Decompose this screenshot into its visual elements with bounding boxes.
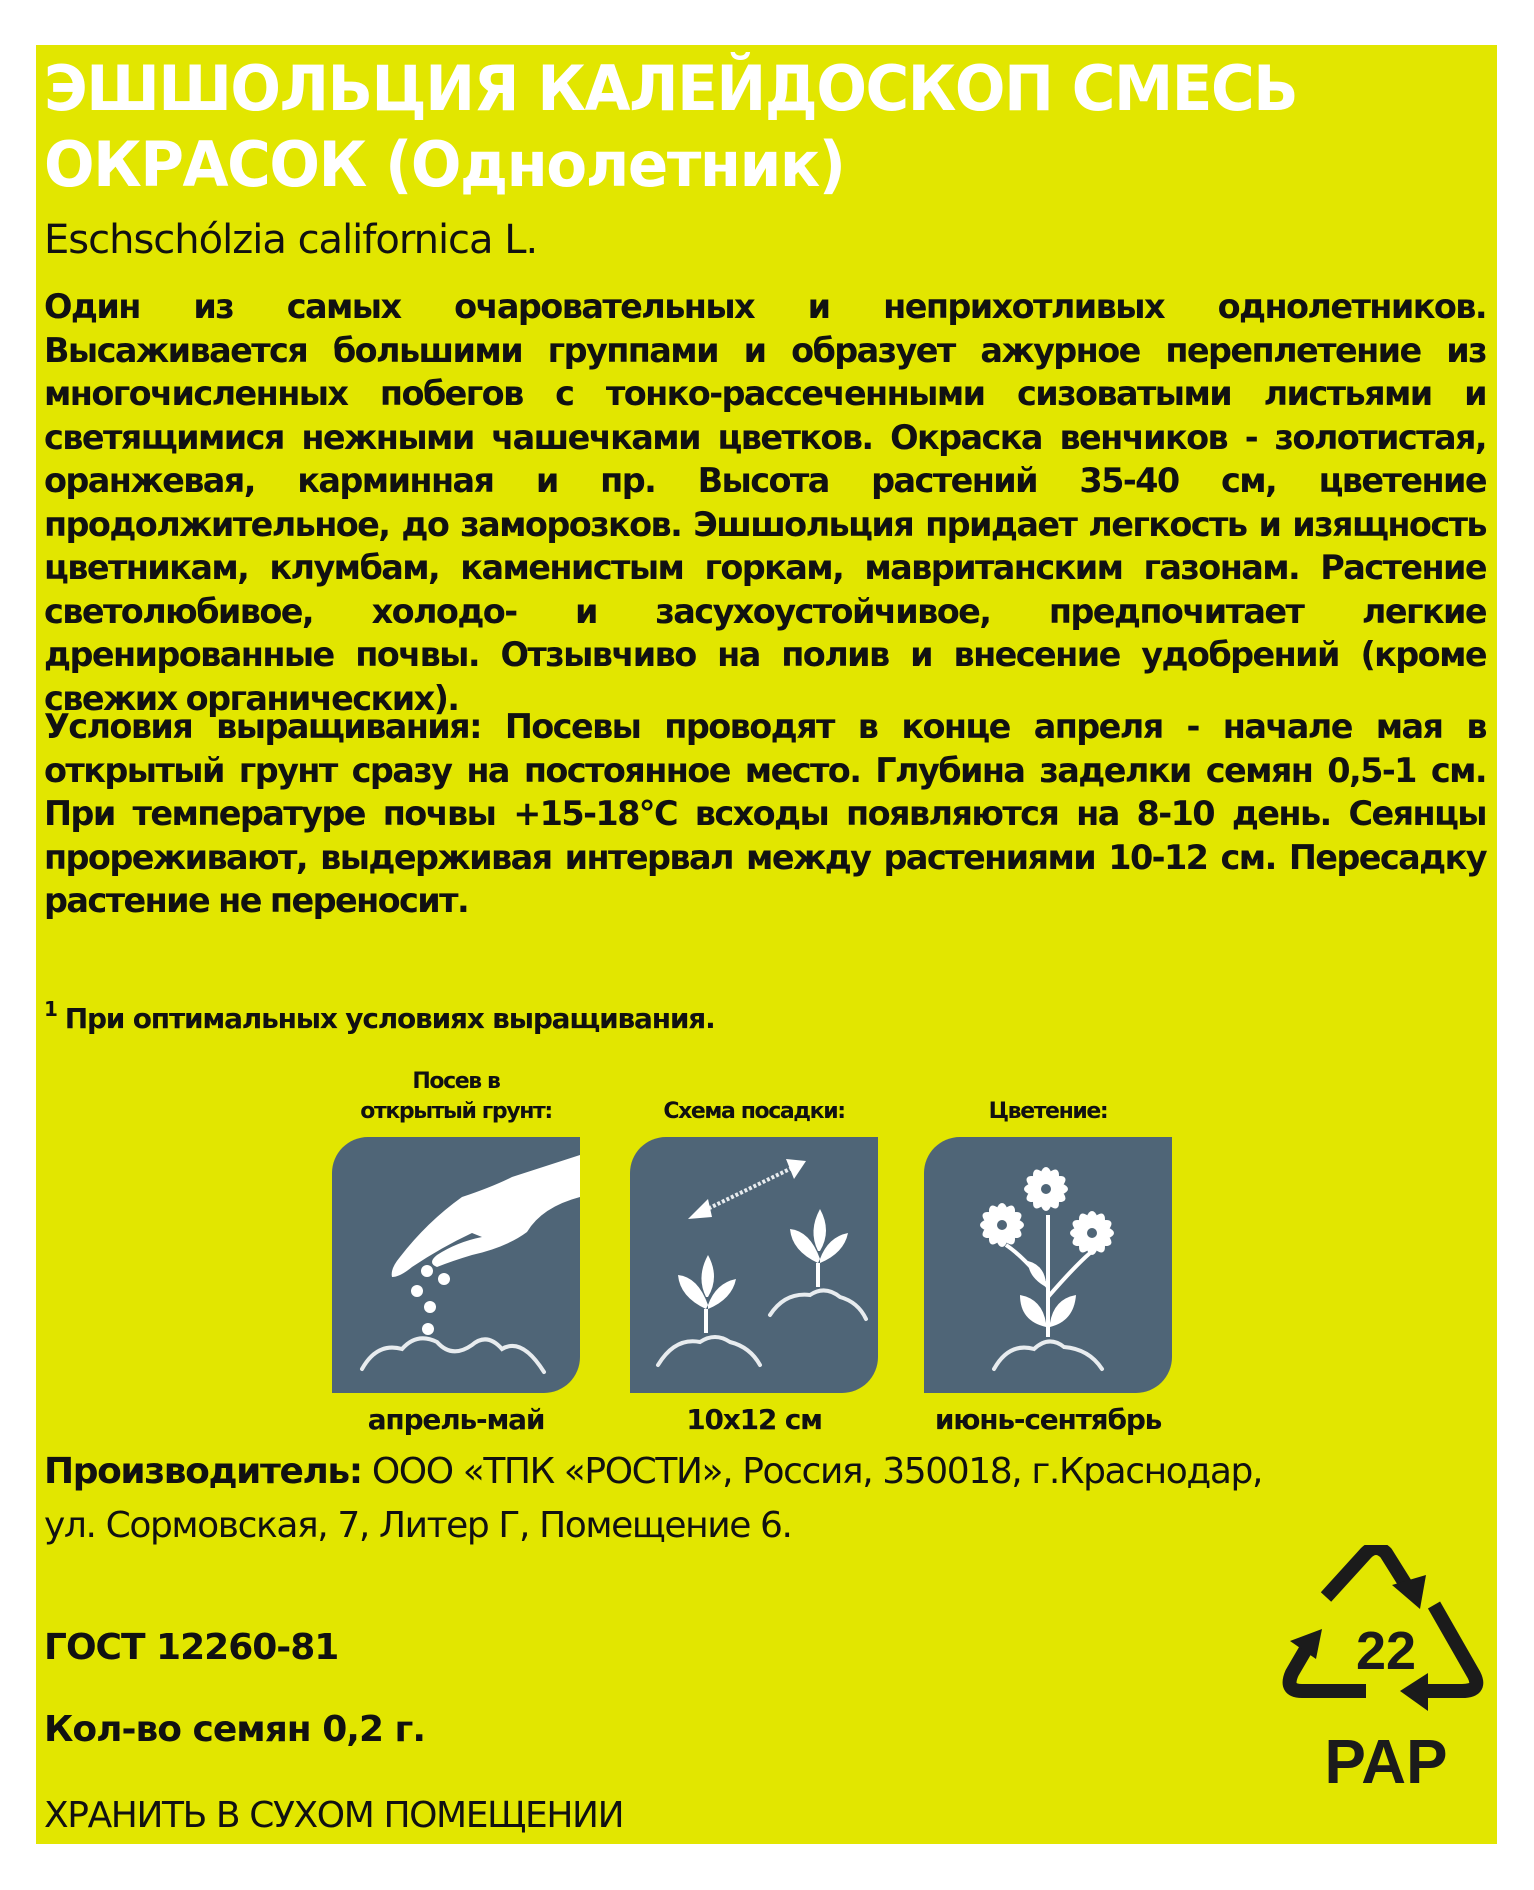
title-line-1: ЭШШОЛЬЦИЯ КАЛЕЙДОСКОП СМЕСЬ: [44, 52, 1298, 125]
flowering-icon: [924, 1137, 1172, 1393]
cultivation-icons: [331, 1045, 1231, 1436]
manufacturer-label: Производитель:: [44, 1451, 362, 1492]
icon-sowing: [331, 1045, 581, 1436]
manufacturer-line-1: ООО «ТПК «РОСТИ», Россия, 350018, г.Краснодар,: [361, 1451, 1263, 1492]
footnote: [44, 997, 715, 1035]
footnote-text: При оптимальных условиях выращивания.: [64, 1002, 715, 1035]
sowing-hand-icon: [332, 1137, 580, 1393]
icon-caption: Схема посадки:: [663, 1099, 845, 1124]
product-title: [44, 51, 1436, 203]
manufacturer-line-2: ул. Сормовская, 7, Литер Г, Помещение 6.: [44, 1505, 792, 1546]
latin-name: Eschschólzia californica L.: [44, 217, 538, 263]
footnote-marker: 1: [44, 997, 57, 1021]
flowering-period: июнь-сентябрь: [934, 1403, 1162, 1436]
gost-standard: ГОСТ 12260-81: [44, 1627, 339, 1668]
seed-packet-back: [36, 45, 1497, 1844]
title-line-2: ОКРАСОК (Однолетник): [44, 128, 845, 201]
icon-planting-scheme: [629, 1045, 879, 1436]
storage-instructions: ХРАНИТЬ В СУХОМ ПОМЕЩЕНИИ: [44, 1795, 624, 1836]
seed-quantity: Кол-во семян 0,2 г.: [44, 1709, 426, 1750]
svg-text:PAP: PAP: [1324, 1728, 1448, 1795]
growing-conditions-text: Посевы проводят в конце апреля - начале мая в открытый грунт сразу на постоянное место. Глубина заделки семян 0,5-1 см. При температуре почвы +15-18°С всходы появляются на 8-10 день. Сеянцы прореживают, выдерживая интервал между растениями 10-12 см. Пересадку растение не переносит.: [44, 707, 1487, 920]
icon-flowering: [923, 1045, 1173, 1436]
growing-conditions-label: Условия выращивания:: [44, 707, 481, 746]
recycling-symbol-icon: [1266, 1545, 1506, 1795]
icon-caption: Посев в открытый грунт:: [360, 1069, 552, 1124]
icon-caption: Цветение:: [988, 1099, 1108, 1124]
planting-scheme-icon: [630, 1137, 878, 1393]
planting-scheme-value: 10x12 см: [686, 1403, 822, 1436]
description-paragraph: Один из самых очаровательных и неприхотливых однолетников. Высаживается большими группами и образует ажурное переплетение из многочисленных побегов с тонко-рассеченными сизоватыми листьями и светящимися нежными чашечками цветков. Окраска венчиков - золотистая, оранжевая, карминная и пр. Высота растений 35-40 см, цветение продолжительное, до заморозков. Эшшольция придает легкость и изящность цветникам, клумбам, каменистым горкам, мавританским газонам. Растение светолюбивое, холодо- и засухоустойчивое, предпочитает легкие дренированные почвы. Отзывчиво на полив и внесение удобрений (кроме свежих органических).: [44, 287, 1486, 718]
growing-conditions-paragraph: [44, 705, 1486, 923]
manufacturer-info: [44, 1445, 1494, 1553]
svg-text:22: 22: [1355, 1621, 1417, 1681]
sowing-period: апрель-май: [367, 1403, 545, 1436]
